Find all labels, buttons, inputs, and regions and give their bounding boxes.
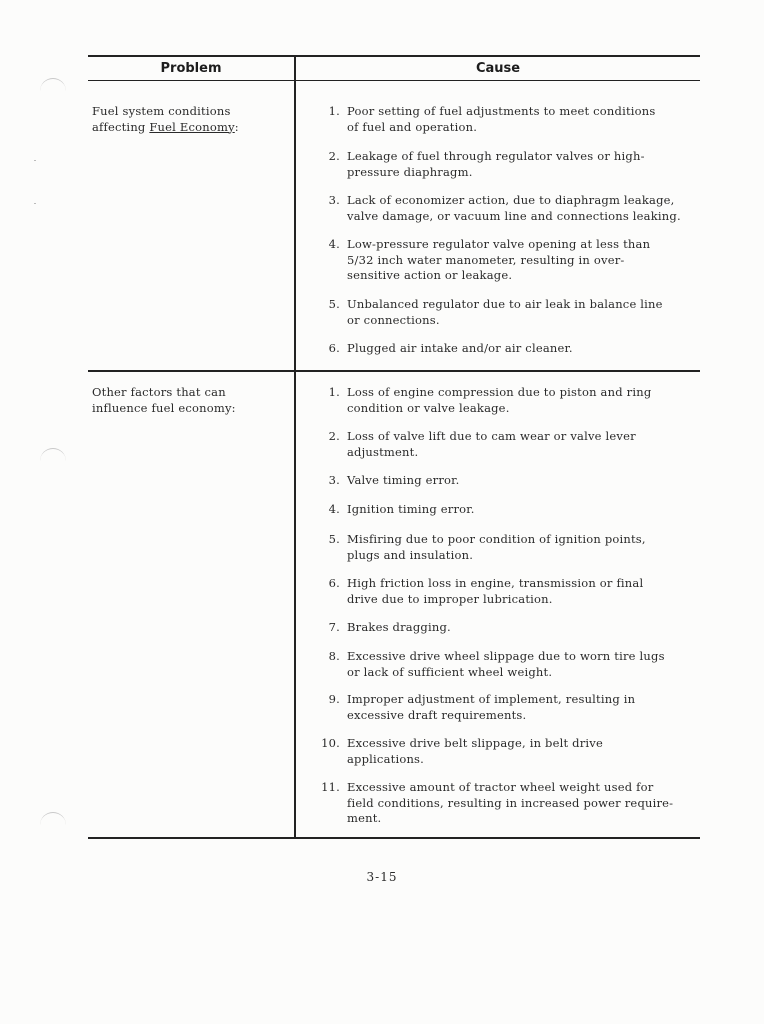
cause-line: ment.: [347, 811, 382, 825]
cause-number: 4.: [328, 502, 340, 516]
table-top-rule: [88, 55, 700, 57]
cause-number: 1.: [328, 385, 340, 399]
cause-number: 6.: [328, 576, 340, 590]
problem-line: influence fuel economy:: [92, 400, 236, 415]
cause-line: applications.: [347, 751, 425, 766]
problem-line: Fuel system conditions: [92, 104, 231, 118]
cause-item: [308, 649, 708, 680]
cause-line: condition or valve leakage.: [347, 400, 510, 415]
table-bottom-rule: [88, 837, 700, 839]
cause-line: Valve timing error.: [347, 473, 460, 487]
cause-item: [308, 502, 708, 518]
cause-line: plugs and insulation.: [347, 547, 474, 562]
cause-item: [308, 297, 708, 328]
cause-item: [308, 104, 708, 135]
cause-line: Low-pressure regulator valve opening at less than: [347, 237, 651, 251]
cause-item: [308, 620, 708, 636]
cause-number: 8.: [328, 649, 340, 663]
binder-hole-mark: [40, 448, 66, 463]
problem-other-factors: [92, 385, 288, 416]
cause-item: [308, 692, 708, 723]
cause-item: [308, 473, 708, 489]
problem-fuel-system: [92, 104, 288, 135]
cause-number: 4.: [328, 237, 340, 251]
cause-line: High friction loss in engine, transmission or final: [347, 576, 644, 590]
fuel-economy-underlined: Fuel Economy: [149, 119, 235, 134]
cause-number: 5.: [328, 297, 340, 311]
cause-line: Improper adjustment of implement, resulting in: [347, 692, 636, 706]
cause-number: 2.: [328, 149, 340, 163]
cause-line: 5/32 inch water manometer, resulting in over-: [347, 252, 625, 267]
cause-line: Excessive drive belt slippage, in belt drive: [347, 736, 603, 750]
cause-item: [308, 532, 708, 563]
cause-number: 5.: [328, 532, 340, 546]
table-header-rule: [88, 80, 700, 81]
cause-item: [308, 576, 708, 607]
cause-number: 11.: [321, 780, 340, 794]
table-section-divider: [88, 370, 700, 372]
cause-line: Ignition timing error.: [347, 502, 475, 516]
cause-number: 3.: [328, 473, 340, 487]
cause-line: sensitive action or leakage.: [347, 268, 513, 282]
cause-item: [308, 385, 708, 416]
cause-line: of fuel and operation.: [347, 119, 478, 134]
cause-line: pressure diaphragm.: [347, 164, 473, 179]
cause-item: [308, 780, 708, 827]
cause-line: Leakage of fuel through regulator valves or high-: [347, 149, 645, 163]
cause-line: Unbalanced regulator due to air leak in balance line: [347, 297, 663, 311]
cause-number: 6.: [328, 341, 340, 355]
cause-line: Lack of economizer action, due to diaphragm leakage,: [347, 193, 675, 207]
cause-line: Excessive drive wheel slippage due to worn tire lugs: [347, 649, 665, 663]
cause-column-header: Cause: [475, 61, 521, 76]
cause-item: [308, 736, 708, 767]
scan-speck: [34, 160, 36, 161]
cause-line: or connections.: [347, 312, 440, 327]
cause-number: 3.: [328, 193, 340, 207]
cause-line: Loss of engine compression due to piston and ring: [347, 385, 652, 399]
cause-line: Misfiring due to poor condition of ignition points,: [347, 532, 646, 546]
cause-line: valve damage, or vacuum line and connections leaking.: [347, 208, 681, 223]
cause-item: [308, 429, 708, 460]
binder-hole-mark: [40, 812, 66, 827]
cause-number: 7.: [328, 620, 340, 634]
cause-number: 10.: [321, 736, 340, 750]
cause-line: Brakes dragging.: [347, 620, 451, 634]
scan-speck: [34, 203, 36, 204]
table-column-divider: [294, 55, 296, 839]
cause-number: 9.: [328, 692, 340, 706]
problem-line: Other factors that can: [92, 385, 226, 399]
cause-number: 1.: [328, 104, 340, 118]
cause-line: Excessive amount of tractor wheel weight used for: [347, 780, 654, 794]
problem-column-header: Problem: [160, 61, 222, 76]
problem-line: affecting Fuel Economy:: [92, 119, 239, 134]
cause-number: 2.: [328, 429, 340, 443]
page-number: 3-15: [366, 870, 398, 884]
cause-line: field conditions, resulting in increased power require-: [347, 795, 674, 810]
cause-line: Poor setting of fuel adjustments to meet conditions: [347, 104, 656, 118]
cause-line: Loss of valve lift due to cam wear or valve lever: [347, 429, 636, 443]
binder-hole-mark: [40, 78, 66, 93]
cause-item: [308, 149, 708, 180]
cause-line: excessive draft requirements.: [347, 707, 527, 722]
cause-line: drive due to improper lubrication.: [347, 591, 553, 606]
cause-item: [308, 193, 708, 224]
cause-item: [308, 341, 708, 357]
cause-line: adjustment.: [347, 444, 419, 459]
cause-item: [308, 237, 708, 284]
cause-line: Plugged air intake and/or air cleaner.: [347, 341, 573, 355]
cause-line: or lack of sufficient wheel weight.: [347, 664, 553, 679]
